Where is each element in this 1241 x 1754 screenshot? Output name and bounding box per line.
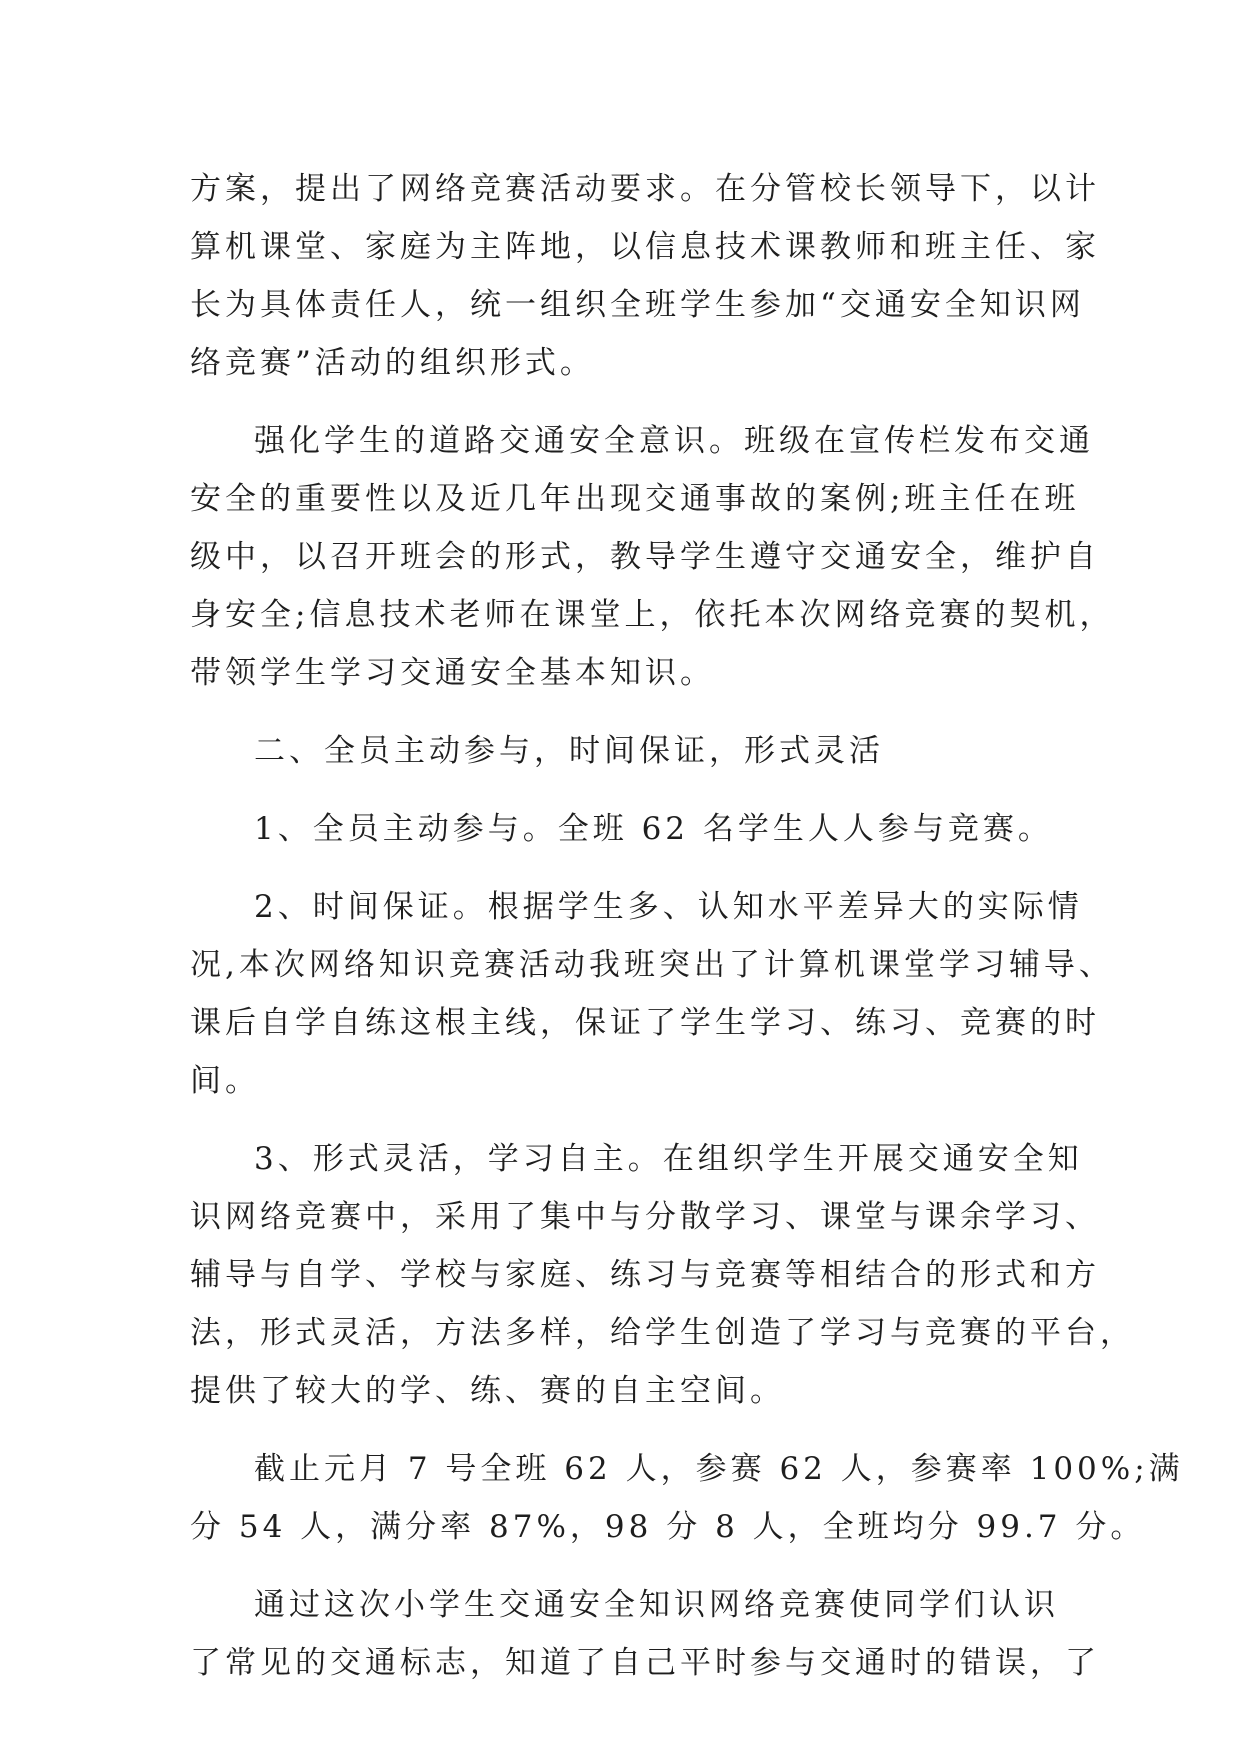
- paragraph-line: 分 54 人，满分率 87%，98 分 8 人，全班均分 99.7 分。: [190, 1509, 1146, 1545]
- paragraph-spacer: [190, 858, 1058, 878]
- paragraph-line: 提供了较大的学、练、赛的自主空间。: [190, 1373, 785, 1409]
- paragraph-line: 法，形式灵活，方法多样，给学生创造了学习与竞赛的平台，: [190, 1315, 1135, 1351]
- section-heading: [190, 722, 1058, 780]
- paragraph-line: 辅导与自学、学校与家庭、练习与竞赛等相结合的形式和方: [190, 1257, 1100, 1293]
- paragraph-line: 识网络竞赛中，采用了集中与分散学习、课堂与课余学习、: [190, 1199, 1100, 1235]
- paragraph-line: 长为具体责任人，统一组织全班学生参加“交通安全知识网: [190, 287, 1085, 323]
- paragraph-spacer: [190, 392, 1058, 412]
- paragraph: [190, 412, 1115, 702]
- paragraph-line: 方案，提出了网络竞赛活动要求。在分管校长领导下，以计: [190, 171, 1100, 207]
- paragraph-line: 了常见的交通标志，知道了自己平时参与交通时的错误，了: [190, 1645, 1100, 1681]
- paragraph-line: 级中，以召开班会的形式，教导学生遵守交通安全，维护自: [190, 539, 1100, 575]
- paragraph-line: 通过这次小学生交通安全知识网络竞赛使同学们认识: [254, 1587, 1059, 1623]
- paragraph-line: 带领学生学习交通安全基本知识。: [190, 655, 715, 691]
- paragraph-line: 安全的重要性以及近几年出现交通事故的案例;班主任在班: [190, 481, 1080, 517]
- paragraph-spacer: [190, 1420, 1058, 1440]
- paragraph-line: 课后自学自练这根主线，保证了学生学习、练习、竞赛的时: [190, 1005, 1100, 1041]
- paragraph-line: 3、形式灵活，学习自主。在组织学生开展交通安全知: [254, 1141, 1083, 1177]
- paragraph: [190, 1440, 1184, 1556]
- paragraph: [190, 800, 1058, 858]
- paragraph-spacer: [190, 1556, 1058, 1576]
- paragraph-line: 身安全;信息技术老师在课堂上，依托本次网络竞赛的契机，: [190, 597, 1115, 633]
- paragraph-line: 算机课堂、家庭为主阵地，以信息技术课教师和班主任、家: [190, 229, 1100, 265]
- section-heading-line: 二、全员主动参与，时间保证，形式灵活: [254, 733, 884, 769]
- paragraph-line: 间。: [190, 1063, 260, 1099]
- paragraph-line: 强化学生的道路交通安全意识。班级在宣传栏发布交通: [254, 423, 1094, 459]
- paragraph-spacer: [190, 780, 1058, 800]
- paragraph-line: 2、时间保证。根据学生多、认知水平差异大的实际情: [254, 889, 1083, 925]
- paragraph: [190, 1130, 1135, 1420]
- paragraph-line: 截止元月 7 号全班 62 人，参赛 62 人，参赛率 100%;满: [254, 1451, 1184, 1487]
- paragraph: [190, 1576, 1100, 1692]
- paragraph-line: 况,本次网络知识竞赛活动我班突出了计算机课堂学习辅导、: [190, 947, 1114, 983]
- paragraph-spacer: [190, 702, 1058, 722]
- paragraph-line: 1、全员主动参与。全班 62 名学生人人参与竞赛。: [254, 811, 1053, 847]
- paragraph: [190, 878, 1114, 1110]
- paragraph-line: 络竞赛”活动的组织形式。: [190, 345, 595, 381]
- paragraph-spacer: [190, 1110, 1058, 1130]
- document-body: [190, 160, 1184, 1692]
- paragraph: [190, 160, 1100, 392]
